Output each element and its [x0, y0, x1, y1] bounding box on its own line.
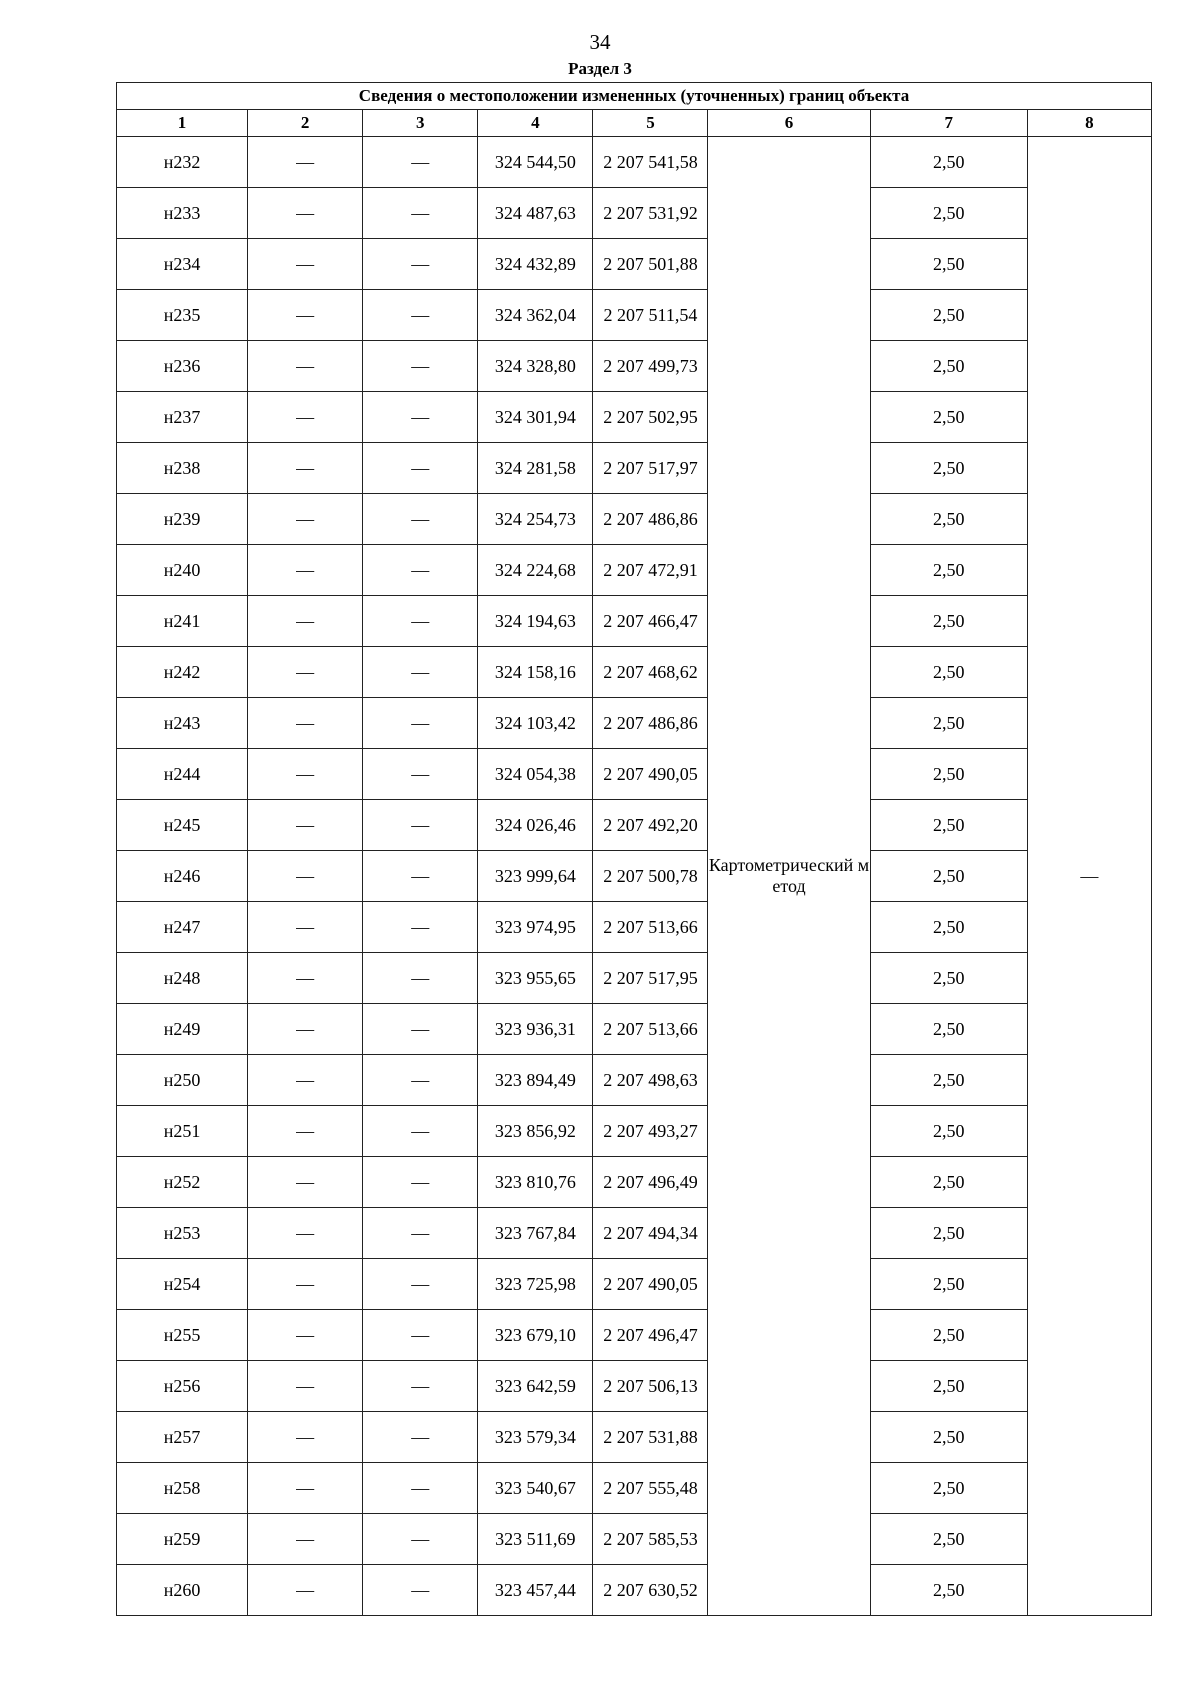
y-coordinate-cell: 2 207 472,91	[593, 545, 708, 596]
table-row	[117, 1514, 1152, 1565]
x-coordinate-cell: 324 224,68	[478, 545, 593, 596]
column-2-cell: —	[248, 188, 363, 239]
column-3-cell: —	[363, 188, 478, 239]
y-coordinate-cell: 2 207 513,66	[593, 902, 708, 953]
precision-cell: 2,50	[870, 1361, 1027, 1412]
column-2-cell: —	[248, 800, 363, 851]
table-row	[117, 596, 1152, 647]
x-coordinate-cell: 323 579,34	[478, 1412, 593, 1463]
y-coordinate-cell: 2 207 555,48	[593, 1463, 708, 1514]
column-3-cell: —	[363, 749, 478, 800]
point-name-cell: н240	[117, 545, 248, 596]
column-2-cell: —	[248, 443, 363, 494]
column-number-row	[117, 110, 1152, 137]
column-2-cell: —	[248, 851, 363, 902]
x-coordinate-cell: 324 194,63	[478, 596, 593, 647]
precision-cell: 2,50	[870, 1310, 1027, 1361]
column-2-cell: —	[248, 290, 363, 341]
x-coordinate-cell: 324 362,04	[478, 290, 593, 341]
x-coordinate-cell: 323 642,59	[478, 1361, 593, 1412]
point-name-cell: н259	[117, 1514, 248, 1565]
y-coordinate-cell: 2 207 490,05	[593, 1259, 708, 1310]
column-2-cell: —	[248, 1157, 363, 1208]
x-coordinate-cell: 324 487,63	[478, 188, 593, 239]
y-coordinate-cell: 2 207 493,27	[593, 1106, 708, 1157]
table-body	[117, 137, 1152, 1616]
precision-cell: 2,50	[870, 494, 1027, 545]
point-name-cell: н253	[117, 1208, 248, 1259]
column-2-cell: —	[248, 239, 363, 290]
point-name-cell: н237	[117, 392, 248, 443]
precision-cell: 2,50	[870, 1055, 1027, 1106]
precision-cell: 2,50	[870, 800, 1027, 851]
column-8-cell: —	[1027, 137, 1151, 1616]
precision-cell: 2,50	[870, 137, 1027, 188]
table-row	[117, 392, 1152, 443]
point-name-cell: н251	[117, 1106, 248, 1157]
y-coordinate-cell: 2 207 506,13	[593, 1361, 708, 1412]
y-coordinate-cell: 2 207 630,52	[593, 1565, 708, 1616]
y-coordinate-cell: 2 207 466,47	[593, 596, 708, 647]
precision-cell: 2,50	[870, 902, 1027, 953]
y-coordinate-cell: 2 207 490,05	[593, 749, 708, 800]
column-3-cell: —	[363, 239, 478, 290]
y-coordinate-cell: 2 207 517,95	[593, 953, 708, 1004]
point-name-cell: н249	[117, 1004, 248, 1055]
x-coordinate-cell: 323 767,84	[478, 1208, 593, 1259]
y-coordinate-cell: 2 207 492,20	[593, 800, 708, 851]
column-2-cell: —	[248, 1412, 363, 1463]
x-coordinate-cell: 324 328,80	[478, 341, 593, 392]
precision-cell: 2,50	[870, 188, 1027, 239]
x-coordinate-cell: 323 540,67	[478, 1463, 593, 1514]
column-3-cell: —	[363, 647, 478, 698]
x-coordinate-cell: 324 432,89	[478, 239, 593, 290]
precision-cell: 2,50	[870, 290, 1027, 341]
table-row	[117, 494, 1152, 545]
y-coordinate-cell: 2 207 468,62	[593, 647, 708, 698]
table-row	[117, 1412, 1152, 1463]
precision-cell: 2,50	[870, 1412, 1027, 1463]
column-3-cell: —	[363, 1412, 478, 1463]
column-3-cell: —	[363, 443, 478, 494]
point-name-cell: н241	[117, 596, 248, 647]
precision-cell: 2,50	[870, 1514, 1027, 1565]
column-2-cell: —	[248, 1310, 363, 1361]
column-2-cell: —	[248, 1106, 363, 1157]
precision-cell: 2,50	[870, 1208, 1027, 1259]
point-name-cell: н247	[117, 902, 248, 953]
column-2-cell: —	[248, 137, 363, 188]
point-name-cell: н248	[117, 953, 248, 1004]
table-row	[117, 1361, 1152, 1412]
x-coordinate-cell: 323 810,76	[478, 1157, 593, 1208]
y-coordinate-cell: 2 207 513,66	[593, 1004, 708, 1055]
precision-cell: 2,50	[870, 392, 1027, 443]
table-row	[117, 341, 1152, 392]
table-row	[117, 545, 1152, 596]
column-number: 4	[478, 110, 593, 137]
point-name-cell: н257	[117, 1412, 248, 1463]
point-name-cell: н244	[117, 749, 248, 800]
y-coordinate-cell: 2 207 502,95	[593, 392, 708, 443]
column-3-cell: —	[363, 545, 478, 596]
table-row	[117, 290, 1152, 341]
x-coordinate-cell: 324 026,46	[478, 800, 593, 851]
column-3-cell: —	[363, 1106, 478, 1157]
column-2-cell: —	[248, 392, 363, 443]
precision-cell: 2,50	[870, 953, 1027, 1004]
column-3-cell: —	[363, 290, 478, 341]
column-3-cell: —	[363, 1514, 478, 1565]
column-2-cell: —	[248, 341, 363, 392]
x-coordinate-cell: 324 158,16	[478, 647, 593, 698]
section-title: Раздел 3	[568, 59, 632, 78]
precision-cell: 2,50	[870, 698, 1027, 749]
y-coordinate-cell: 2 207 541,58	[593, 137, 708, 188]
column-number: 3	[363, 110, 478, 137]
y-coordinate-cell: 2 207 501,88	[593, 239, 708, 290]
table-row	[117, 1106, 1152, 1157]
column-3-cell: —	[363, 1565, 478, 1616]
point-name-cell: н238	[117, 443, 248, 494]
precision-cell: 2,50	[870, 1157, 1027, 1208]
point-name-cell: н232	[117, 137, 248, 188]
precision-cell: 2,50	[870, 1259, 1027, 1310]
y-coordinate-cell: 2 207 500,78	[593, 851, 708, 902]
point-name-cell: н243	[117, 698, 248, 749]
column-2-cell: —	[248, 494, 363, 545]
column-3-cell: —	[363, 851, 478, 902]
column-3-cell: —	[363, 1055, 478, 1106]
x-coordinate-cell: 323 999,64	[478, 851, 593, 902]
y-coordinate-cell: 2 207 531,92	[593, 188, 708, 239]
column-2-cell: —	[248, 1361, 363, 1412]
table-row	[117, 1208, 1152, 1259]
x-coordinate-cell: 323 511,69	[478, 1514, 593, 1565]
column-2-cell: —	[248, 545, 363, 596]
point-name-cell: н245	[117, 800, 248, 851]
point-name-cell: н255	[117, 1310, 248, 1361]
x-coordinate-cell: 324 054,38	[478, 749, 593, 800]
table-row	[117, 647, 1152, 698]
column-3-cell: —	[363, 1361, 478, 1412]
table-row	[117, 1463, 1152, 1514]
x-coordinate-cell: 324 103,42	[478, 698, 593, 749]
column-3-cell: —	[363, 1259, 478, 1310]
y-coordinate-cell: 2 207 494,34	[593, 1208, 708, 1259]
precision-cell: 2,50	[870, 545, 1027, 596]
table-row	[117, 1055, 1152, 1106]
y-coordinate-cell: 2 207 496,49	[593, 1157, 708, 1208]
precision-cell: 2,50	[870, 1004, 1027, 1055]
column-3-cell: —	[363, 341, 478, 392]
column-2-cell: —	[248, 698, 363, 749]
column-3-cell: —	[363, 698, 478, 749]
column-2-cell: —	[248, 1208, 363, 1259]
precision-cell: 2,50	[870, 1106, 1027, 1157]
x-coordinate-cell: 323 679,10	[478, 1310, 593, 1361]
method-cell: Картометрический метод	[708, 137, 870, 1616]
point-name-cell: н236	[117, 341, 248, 392]
precision-cell: 2,50	[870, 1463, 1027, 1514]
column-2-cell: —	[248, 1004, 363, 1055]
precision-cell: 2,50	[870, 749, 1027, 800]
table-row	[117, 953, 1152, 1004]
column-3-cell: —	[363, 596, 478, 647]
column-3-cell: —	[363, 1310, 478, 1361]
column-3-cell: —	[363, 137, 478, 188]
point-name-cell: н256	[117, 1361, 248, 1412]
x-coordinate-cell: 324 281,58	[478, 443, 593, 494]
column-2-cell: —	[248, 749, 363, 800]
x-coordinate-cell: 323 725,98	[478, 1259, 593, 1310]
column-2-cell: —	[248, 647, 363, 698]
column-number: 1	[117, 110, 248, 137]
column-2-cell: —	[248, 902, 363, 953]
point-name-cell: н239	[117, 494, 248, 545]
column-3-cell: —	[363, 1463, 478, 1514]
x-coordinate-cell: 324 544,50	[478, 137, 593, 188]
column-3-cell: —	[363, 1157, 478, 1208]
column-3-cell: —	[363, 494, 478, 545]
table-row	[117, 749, 1152, 800]
precision-cell: 2,50	[870, 341, 1027, 392]
column-3-cell: —	[363, 800, 478, 851]
x-coordinate-cell: 323 936,31	[478, 1004, 593, 1055]
point-name-cell: н242	[117, 647, 248, 698]
table-caption: Сведения о местоположении измененных (уточненных) границ объекта	[117, 83, 1152, 110]
column-2-cell: —	[248, 1259, 363, 1310]
precision-cell: 2,50	[870, 239, 1027, 290]
x-coordinate-cell: 323 856,92	[478, 1106, 593, 1157]
table-row	[117, 239, 1152, 290]
y-coordinate-cell: 2 207 486,86	[593, 494, 708, 545]
y-coordinate-cell: 2 207 585,53	[593, 1514, 708, 1565]
column-2-cell: —	[248, 953, 363, 1004]
point-name-cell: н258	[117, 1463, 248, 1514]
table-row	[117, 1565, 1152, 1616]
point-name-cell: н254	[117, 1259, 248, 1310]
table-row	[117, 902, 1152, 953]
point-name-cell: н233	[117, 188, 248, 239]
boundary-coordinates-table	[116, 82, 1152, 1616]
point-name-cell: н252	[117, 1157, 248, 1208]
point-name-cell: н246	[117, 851, 248, 902]
table-row	[117, 698, 1152, 749]
column-3-cell: —	[363, 392, 478, 443]
point-name-cell: н260	[117, 1565, 248, 1616]
table-row	[117, 443, 1152, 494]
column-2-cell: —	[248, 1463, 363, 1514]
column-2-cell: —	[248, 596, 363, 647]
table-row	[117, 1157, 1152, 1208]
table-row	[117, 188, 1152, 239]
table-row	[117, 137, 1152, 188]
column-3-cell: —	[363, 953, 478, 1004]
x-coordinate-cell: 324 301,94	[478, 392, 593, 443]
page-number: 34	[589, 30, 611, 54]
precision-cell: 2,50	[870, 596, 1027, 647]
y-coordinate-cell: 2 207 498,63	[593, 1055, 708, 1106]
column-number: 2	[248, 110, 363, 137]
column-3-cell: —	[363, 902, 478, 953]
precision-cell: 2,50	[870, 1565, 1027, 1616]
column-2-cell: —	[248, 1565, 363, 1616]
table-row	[117, 1004, 1152, 1055]
x-coordinate-cell: 323 457,44	[478, 1565, 593, 1616]
y-coordinate-cell: 2 207 496,47	[593, 1310, 708, 1361]
point-name-cell: н234	[117, 239, 248, 290]
x-coordinate-cell: 324 254,73	[478, 494, 593, 545]
table-row	[117, 800, 1152, 851]
column-number: 6	[708, 110, 870, 137]
table-row	[117, 1259, 1152, 1310]
y-coordinate-cell: 2 207 531,88	[593, 1412, 708, 1463]
y-coordinate-cell: 2 207 517,97	[593, 443, 708, 494]
precision-cell: 2,50	[870, 851, 1027, 902]
y-coordinate-cell: 2 207 486,86	[593, 698, 708, 749]
column-3-cell: —	[363, 1004, 478, 1055]
y-coordinate-cell: 2 207 499,73	[593, 341, 708, 392]
column-number: 5	[593, 110, 708, 137]
x-coordinate-cell: 323 974,95	[478, 902, 593, 953]
table-row	[117, 851, 1152, 902]
point-name-cell: н235	[117, 290, 248, 341]
x-coordinate-cell: 323 894,49	[478, 1055, 593, 1106]
y-coordinate-cell: 2 207 511,54	[593, 290, 708, 341]
x-coordinate-cell: 323 955,65	[478, 953, 593, 1004]
column-2-cell: —	[248, 1514, 363, 1565]
precision-cell: 2,50	[870, 443, 1027, 494]
column-3-cell: —	[363, 1208, 478, 1259]
point-name-cell: н250	[117, 1055, 248, 1106]
precision-cell: 2,50	[870, 647, 1027, 698]
table-row	[117, 1310, 1152, 1361]
column-2-cell: —	[248, 1055, 363, 1106]
column-number: 7	[870, 110, 1027, 137]
column-number: 8	[1027, 110, 1151, 137]
